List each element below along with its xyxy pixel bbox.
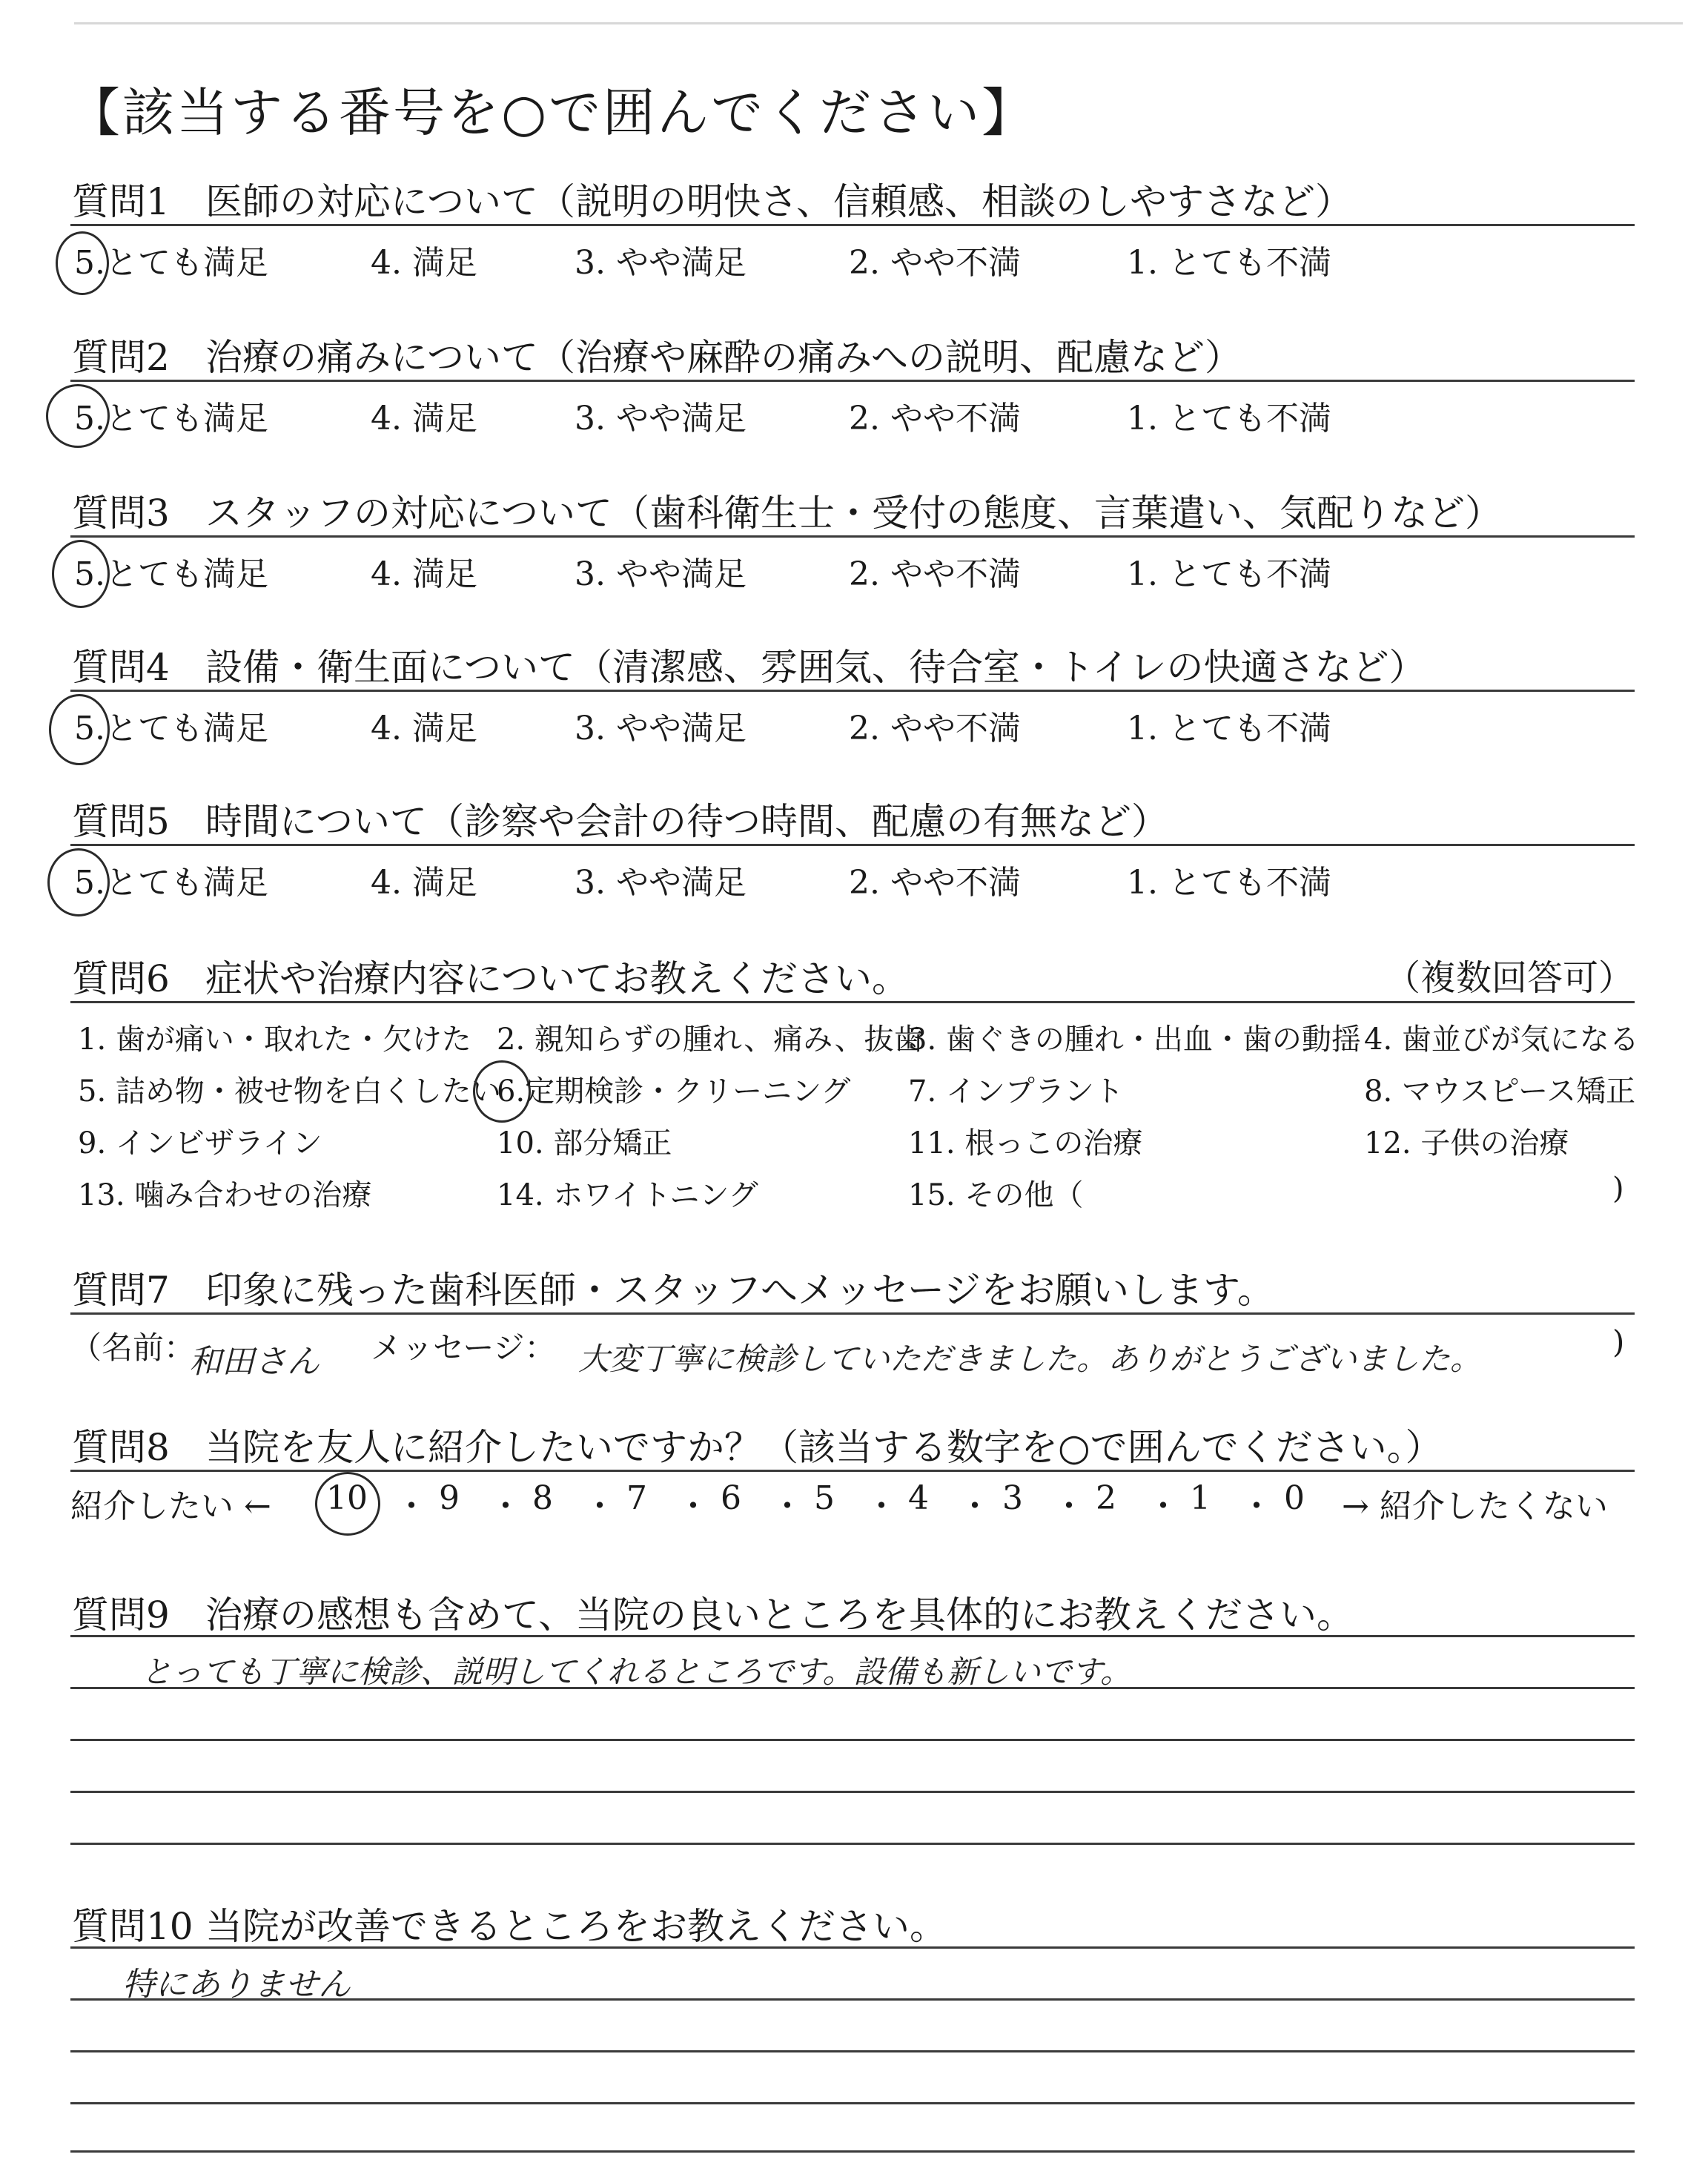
- treatment-12[interactable]: 12. 子供の治療: [1364, 1126, 1569, 1160]
- question-number: 質問1: [72, 180, 170, 223]
- scale-3[interactable]: 3: [1002, 1479, 1023, 1517]
- option-1[interactable]: 1. とても不満: [1127, 400, 1331, 437]
- option-1[interactable]: 1. とても不満: [1127, 244, 1331, 282]
- multiple-answer-note: （複数回答可）: [1384, 957, 1634, 999]
- option-4[interactable]: 4. 満足: [371, 244, 477, 282]
- option-2[interactable]: 2. やや不満: [849, 244, 1021, 282]
- scale-5[interactable]: 5: [814, 1479, 835, 1517]
- question-rule: [70, 535, 1635, 538]
- treatment-11[interactable]: 11. 根っこの治療: [908, 1126, 1143, 1160]
- scale-4[interactable]: 4: [908, 1479, 929, 1517]
- treatment-10[interactable]: 10. 部分矯正: [497, 1126, 672, 1160]
- form-header: 【該当する番号を○で囲んでください】: [68, 82, 1036, 143]
- answer-handwritten: とっても丁寧に検診、説明してくれるところです。設備も新しいです。: [141, 1654, 1132, 1690]
- other-close-paren: ): [1612, 1172, 1624, 1206]
- question-rule: [70, 844, 1635, 846]
- option-4[interactable]: 4. 満足: [371, 555, 477, 593]
- treatment-5[interactable]: 5. 詰め物・被せ物を白くしたい: [78, 1074, 501, 1109]
- scale-separator: ・: [865, 1487, 898, 1525]
- question-number: 質問10: [72, 1905, 193, 1948]
- answer-line: [70, 1843, 1635, 1845]
- treatment-2[interactable]: 2. 親知らずの腫れ、痛み、抜歯: [497, 1023, 924, 1057]
- question-text: 時間について（診察や会計の待つ時間、配慮の有無など）: [205, 800, 1168, 843]
- message-label: メッセージ：: [371, 1330, 556, 1366]
- scale-1[interactable]: 1: [1190, 1479, 1211, 1517]
- question-rule: [70, 1470, 1635, 1472]
- scale-right-label: → 紹介したくない: [1342, 1487, 1608, 1525]
- answer-line: [70, 2150, 1635, 2153]
- option-3[interactable]: 3. やや満足: [575, 864, 747, 902]
- option-5[interactable]: 5.とても満足: [74, 400, 268, 437]
- treatment-1[interactable]: 1. 歯が痛い・取れた・欠けた: [78, 1023, 471, 1057]
- scale-6[interactable]: 6: [721, 1479, 741, 1517]
- question-number: 質問4: [72, 646, 170, 689]
- question-number: 質問3: [72, 492, 170, 535]
- question-text: 設備・衛生面について（清潔感、雰囲気、待合室・トイレの快適さなど）: [205, 646, 1426, 689]
- option-2[interactable]: 2. やや不満: [849, 400, 1021, 437]
- scale-separator: ・: [1053, 1487, 1085, 1525]
- scale-separator: ・: [1147, 1487, 1179, 1525]
- scale-separator: ・: [677, 1487, 709, 1525]
- scale-9[interactable]: 9: [439, 1479, 460, 1517]
- question-text: スタッフの対応について（歯科衛生士・受付の態度、言葉遣い、気配りなど）: [205, 492, 1502, 535]
- question-text: 症状や治療内容についてお教えください。: [205, 957, 909, 1000]
- option-3[interactable]: 3. やや満足: [575, 400, 747, 437]
- answer-line: [70, 1687, 1635, 1689]
- question-number: 質問6: [72, 957, 170, 1000]
- scale-separator: ・: [771, 1487, 804, 1525]
- question-number: 質問2: [72, 336, 170, 379]
- answer-line: [70, 2050, 1635, 2052]
- scale-10[interactable]: 10: [326, 1479, 368, 1517]
- scale-separator: ・: [1240, 1487, 1273, 1525]
- answer-line: [70, 1791, 1635, 1793]
- answer-line: [70, 1946, 1635, 1949]
- question-number: 質問7: [72, 1269, 170, 1312]
- option-5[interactable]: 5.とても満足: [74, 710, 268, 747]
- treatment-8[interactable]: 8. マウスピース矯正: [1364, 1074, 1636, 1109]
- option-4[interactable]: 4. 満足: [371, 710, 477, 747]
- option-1[interactable]: 1. とても不満: [1127, 710, 1331, 747]
- scale-separator: ・: [959, 1487, 991, 1525]
- option-5[interactable]: 5.とても満足: [74, 555, 268, 593]
- option-2[interactable]: 2. やや不満: [849, 710, 1021, 747]
- treatment-6[interactable]: 6.定期検診・クリーニング: [497, 1074, 851, 1109]
- option-4[interactable]: 4. 満足: [371, 864, 477, 902]
- option-5[interactable]: 5.とても満足: [74, 864, 268, 902]
- treatment-15[interactable]: 15. その他（: [908, 1178, 1084, 1212]
- scale-separator: ・: [395, 1487, 428, 1525]
- option-1[interactable]: 1. とても不満: [1127, 864, 1331, 902]
- option-2[interactable]: 2. やや不満: [849, 555, 1021, 593]
- answer-line: [70, 1998, 1635, 2001]
- top-border: [74, 22, 1683, 24]
- question-rule: [70, 690, 1635, 692]
- option-5[interactable]: 5.とても満足: [74, 244, 268, 282]
- scale-8[interactable]: 8: [532, 1479, 553, 1517]
- message-handwritten: 大変丁寧に検診していただきました。ありがとうございました。: [578, 1341, 1482, 1377]
- option-4[interactable]: 4. 満足: [371, 400, 477, 437]
- option-3[interactable]: 3. やや満足: [575, 710, 747, 747]
- question-number: 質問8: [72, 1426, 170, 1469]
- scale-0[interactable]: 0: [1284, 1479, 1305, 1517]
- scale-left-label: 紹介したい ←: [70, 1487, 271, 1525]
- treatment-13[interactable]: 13. 噛み合わせの治療: [78, 1178, 372, 1212]
- treatment-7[interactable]: 7. インプラント: [908, 1074, 1124, 1109]
- question-text: 当院が改善できるところをお教えください。: [205, 1905, 947, 1948]
- question-number: 質問5: [72, 800, 170, 843]
- answer-line: [70, 2102, 1635, 2104]
- answer-line: [70, 1739, 1635, 1741]
- message-close-paren: ): [1612, 1324, 1625, 1360]
- answer-handwritten: 特にありません: [122, 1966, 351, 2004]
- option-1[interactable]: 1. とても不満: [1127, 555, 1331, 593]
- question-text: 医師の対応について（説明の明快さ、信頼感、相談のしやすさなど）: [205, 180, 1352, 223]
- name-label: （名前：: [70, 1330, 196, 1366]
- name-handwritten: 和田さん: [189, 1343, 320, 1381]
- scale-2[interactable]: 2: [1096, 1479, 1116, 1517]
- scale-separator: ・: [583, 1487, 616, 1525]
- scale-7[interactable]: 7: [626, 1479, 647, 1517]
- scale-separator: ・: [489, 1487, 522, 1525]
- question-rule: [70, 1312, 1635, 1315]
- treatment-9[interactable]: 9. インビザライン: [78, 1126, 322, 1160]
- treatment-4[interactable]: 4. 歯並びが気になる: [1364, 1023, 1639, 1057]
- option-3[interactable]: 3. やや満足: [575, 244, 747, 282]
- option-2[interactable]: 2. やや不満: [849, 864, 1021, 902]
- option-3[interactable]: 3. やや満足: [575, 555, 747, 593]
- question-text: 治療の痛みについて（治療や麻酔の痛みへの説明、配慮など）: [205, 336, 1242, 379]
- question-text: 治療の感想も含めて、当院の良いところを具体的にお教えください。: [205, 1593, 1354, 1636]
- treatment-14[interactable]: 14. ホワイトニング: [497, 1178, 758, 1212]
- question-rule: [70, 380, 1635, 382]
- answer-line: [70, 1635, 1635, 1637]
- question-rule: [70, 1001, 1635, 1003]
- treatment-3[interactable]: 3. 歯ぐきの腫れ・出血・歯の動揺: [908, 1023, 1361, 1057]
- question-number: 質問9: [72, 1593, 170, 1636]
- question-text: 印象に残った歯科医師・スタッフへメッセージをお願いします。: [205, 1269, 1274, 1312]
- question-text: 当院を友人に紹介したいですか？（該当する数字を○で囲んでください。）: [205, 1426, 1443, 1469]
- question-rule: [70, 224, 1635, 226]
